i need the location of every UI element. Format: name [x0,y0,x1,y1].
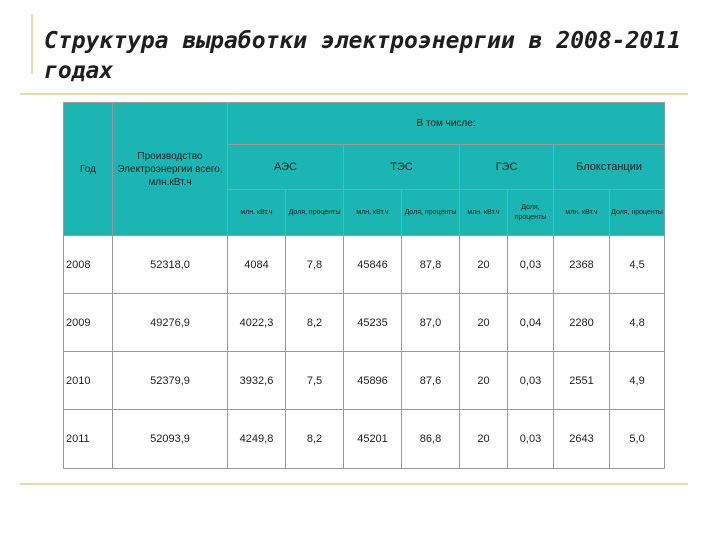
table-cell: 8,2 [286,410,344,469]
table-cell: 2009 [64,294,113,352]
table-cell: 3932,6 [228,352,286,410]
table-row [64,236,665,294]
header-block-share: Доля, проценты [610,190,665,236]
table-cell: 20 [460,294,508,352]
table-cell: 2008 [64,236,113,294]
header-group-tes: ТЭС [344,145,460,190]
table-cell: 4022,3 [228,294,286,352]
table-row [64,410,665,469]
table-cell: 4,9 [610,352,665,410]
table-cell: 2368 [554,236,610,294]
table-cell: 45235 [344,294,402,352]
left-accent-line [31,14,33,74]
header-including: В том числе: [228,103,665,145]
table-cell: 20 [460,410,508,469]
table-row [64,294,665,352]
header-production: Производство Электроэнергии всего, млн.кВт.ч [113,103,228,236]
table-cell: 2011 [64,410,113,469]
table-cell: 52379,9 [113,352,228,410]
table-cell: 5,0 [610,410,665,469]
top-divider [20,93,688,95]
header-year: Год [64,103,113,236]
table-cell: 8,2 [286,294,344,352]
table-cell: 0,03 [508,410,554,469]
table-cell: 45201 [344,410,402,469]
table-cell: 2280 [554,294,610,352]
table-cell: 87,8 [402,236,460,294]
table-cell: 2551 [554,352,610,410]
header-group-ges: ГЭС [460,145,554,190]
table-cell: 49276,9 [113,294,228,352]
bottom-divider [20,483,688,485]
table-cell: 4249,8 [228,410,286,469]
table-cell: 87,6 [402,352,460,410]
table-row [64,352,665,410]
table-cell: 4,5 [610,236,665,294]
header-aes-units: млн. кВт.ч [228,190,286,236]
table-cell: 20 [460,352,508,410]
energy-table [63,102,665,469]
table-cell: 2010 [64,352,113,410]
table-cell: 45846 [344,236,402,294]
table-cell: 52093,9 [113,410,228,469]
table-cell: 86,8 [402,410,460,469]
table-cell: 45896 [344,352,402,410]
header-block-units: млн. кВт.ч [554,190,610,236]
header-aes-share: Доля, проценты [286,190,344,236]
header-ges-share: Доля, проценты [508,190,554,236]
table-cell: 52318,0 [113,236,228,294]
table-cell: 4,8 [610,294,665,352]
table-cell: 2643 [554,410,610,469]
page-title: Структура выработки электроэнергии в 2008-2011 годах [44,28,681,84]
header-group-aes: АЭС [228,145,344,190]
table-cell: 7,5 [286,352,344,410]
table-cell: 0,03 [508,236,554,294]
table-cell: 20 [460,236,508,294]
table-cell: 0,04 [508,294,554,352]
header-tes-units: млн. кВт.ч [344,190,402,236]
table-cell: 7,8 [286,236,344,294]
table-cell: 0,03 [508,352,554,410]
table-cell: 87,0 [402,294,460,352]
header-ges-units: млн. кВт.ч [460,190,508,236]
header-group-block: Блокстанции [554,145,665,190]
header-tes-share: Доля, проценты [402,190,460,236]
table-cell: 4084 [228,236,286,294]
